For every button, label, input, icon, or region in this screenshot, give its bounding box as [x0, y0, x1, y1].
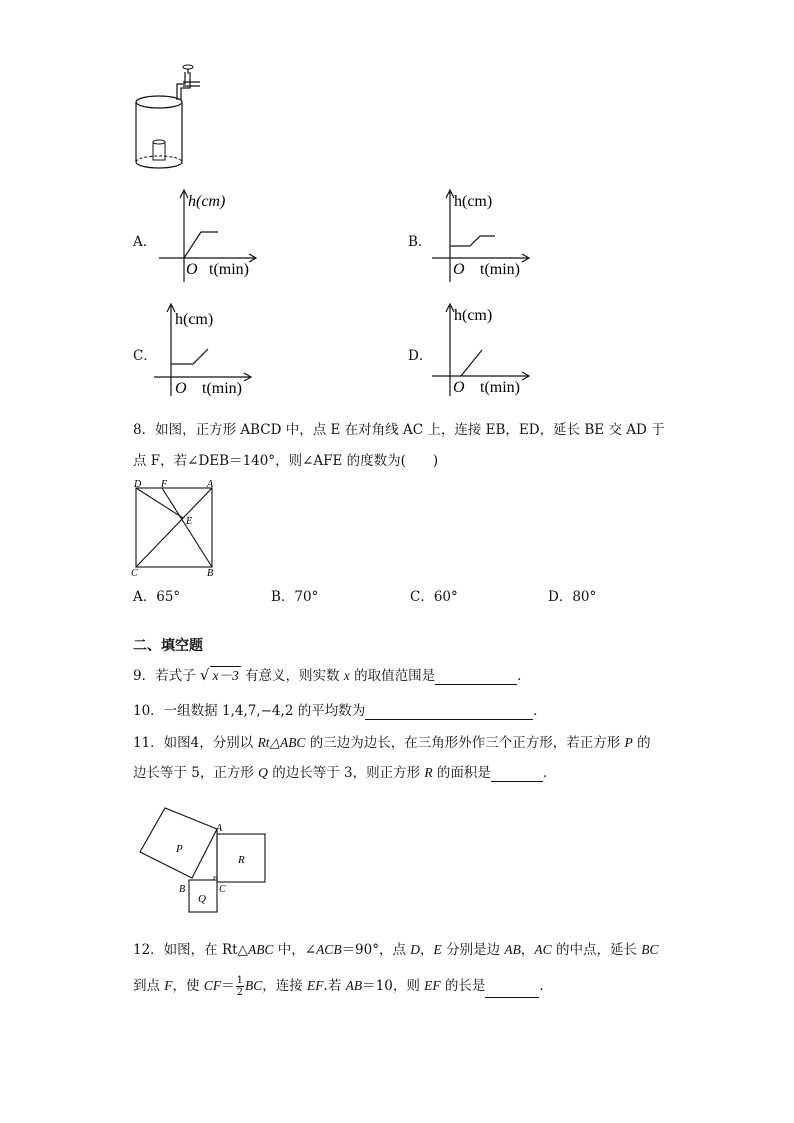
q11-fig-q: Q: [198, 893, 206, 905]
q10-answer-blank[interactable]: [365, 705, 533, 720]
q9-var: x: [343, 668, 350, 683]
q7-d-origin: O: [453, 379, 465, 396]
q12-line2: [133, 974, 553, 998]
q11-text: 11．如图4，分别以: [133, 735, 258, 751]
q7-option-c-label: C．: [133, 348, 157, 364]
q10-mid: 的平均数为: [293, 703, 366, 719]
q12-text: 中，∠: [273, 942, 317, 958]
q11-fig-p: P: [176, 843, 183, 855]
q11-fig-b: B: [179, 884, 186, 895]
q12-text: 分别是边: [441, 942, 505, 958]
q7-b-t-label: t(min): [480, 261, 520, 278]
q12-cf: CF: [203, 978, 222, 993]
q12-ac: AC: [534, 942, 552, 957]
q8-option-d: D．80°: [548, 589, 597, 605]
q12-text: ＝10，则: [362, 978, 425, 994]
q12-line1: [133, 941, 659, 959]
q7-option-d-label: D．: [408, 348, 433, 364]
q9-answer-blank[interactable]: [435, 670, 517, 685]
q12-ab: AB: [345, 978, 363, 993]
q12-end: ．: [539, 978, 553, 994]
container-figure: [128, 62, 208, 178]
q12-bc: BC: [641, 942, 659, 957]
q7-c-h-label: h(cm): [175, 311, 214, 328]
q7-c-origin: O: [175, 380, 187, 397]
q11-text: 的: [632, 735, 651, 751]
q12-ab: AB: [504, 942, 521, 957]
q11-line2: [133, 764, 556, 782]
q8-label-a: A: [207, 479, 214, 490]
q8-line2: 点 F，若∠DEB＝140°，则∠AFE 的度数为( ): [133, 453, 439, 469]
q8-option-b: B．70°: [271, 589, 319, 605]
q11-r: R: [424, 765, 433, 780]
q12-text: 的长是: [440, 978, 486, 994]
q12-d: D: [410, 942, 421, 957]
q11-p: P: [624, 735, 633, 750]
q12-fraction-den: 2: [236, 987, 243, 998]
svg-text:h(cm): [188, 193, 225, 210]
q12-text: ，: [520, 942, 535, 958]
q12-ef: EF: [307, 978, 324, 993]
q11-text: 的边长等于 3，则正方形: [267, 765, 425, 781]
q8-square-figure: [128, 478, 223, 580]
q11-fig-a: A: [216, 823, 223, 834]
q12-text: 12．如图，在 Rt△: [133, 942, 248, 958]
q7-a-h-label: h(cm): [188, 193, 226, 210]
q12-bc: BC: [244, 978, 263, 993]
q12-abc: ABC: [247, 942, 274, 957]
q7-d-t-label: t(min): [480, 379, 520, 396]
q8-label-c: C: [131, 568, 138, 579]
q7-a-origin: O: [186, 261, 198, 278]
q10: [133, 702, 547, 720]
q12-fraction: [236, 975, 244, 998]
q11-squares-figure: [130, 800, 275, 920]
q12-text: .若: [323, 978, 346, 994]
q8-label-b: B: [207, 568, 214, 579]
q7-option-b-label: B．: [408, 234, 432, 250]
q12-fraction-num: 1: [236, 975, 243, 986]
q7-a-t-label: t(min): [209, 261, 249, 278]
q11-text: 的三边为边长，在三角形外作三个正方形，若正方形: [305, 735, 625, 751]
q9: 9．若式子 √ x－3 有意义，则实数 x 的取值范围是 ．: [133, 666, 531, 684]
q12-answer-blank[interactable]: [485, 983, 539, 998]
q9-radicand: x－3: [212, 668, 239, 683]
q12-text: 的中点，延长: [551, 942, 642, 958]
q10-data: 1,4,7,−4,2: [221, 703, 294, 719]
q11-text: 的面积是: [432, 765, 491, 781]
q7-option-a-label: A．: [133, 234, 157, 250]
q9-end: ．: [517, 668, 531, 684]
q8-option-c: C．60°: [410, 589, 458, 605]
q12-text: 到点: [133, 978, 165, 994]
q12-text: ，: [420, 942, 434, 958]
q7-graph-b: [428, 186, 538, 286]
q11-q: Q: [258, 765, 268, 780]
q8-line1: 8．如图，正方形 ABCD 中，点 E 在对角线 AC 上，连接 EB，ED，延长 BE 交 AD 于: [133, 422, 665, 438]
q12-text: ＝90°，点: [341, 942, 411, 958]
q12-f: F: [164, 978, 173, 993]
q11-end: ．: [542, 765, 557, 781]
q11-line1: [133, 734, 651, 752]
q11-answer-blank[interactable]: [491, 767, 543, 782]
q11-text: 边长等于 5，正方形: [133, 765, 259, 781]
q7-graph-c: [150, 300, 260, 400]
q8-option-a: A．65°: [133, 589, 181, 605]
q11-fig-c: C: [219, 884, 226, 895]
q7-c-t-label: t(min): [202, 380, 242, 397]
q11-fig-r: R: [238, 854, 245, 866]
q12-ef: EF: [424, 978, 441, 993]
q8-label-f: F: [161, 479, 168, 490]
q12-text: ＝: [221, 978, 235, 994]
q12-e: E: [433, 942, 442, 957]
q12-text: ，连接: [262, 978, 308, 994]
q10-end: ．: [533, 703, 547, 719]
q12-text: ，使: [172, 978, 204, 994]
q9-pre: 9．若式子: [133, 668, 200, 684]
q9-post: 的取值范围是: [349, 668, 436, 684]
q7-graph-d: [428, 300, 538, 400]
q7-graph-a: [155, 186, 265, 286]
section-title: 二、填空题: [133, 638, 203, 654]
q9-mid: 有意义，则实数: [240, 668, 344, 684]
q11-triangle: Rt△ABC: [257, 735, 306, 750]
q8-label-e: E: [186, 516, 193, 527]
q7-b-h-label: h(cm): [454, 193, 493, 210]
q12-acb: ACB: [316, 942, 342, 957]
q7-b-origin: O: [453, 261, 465, 278]
q10-pre: 10．一组数据: [133, 703, 222, 719]
q8-label-d: D: [134, 479, 142, 490]
q7-d-h-label: h(cm): [454, 307, 493, 324]
